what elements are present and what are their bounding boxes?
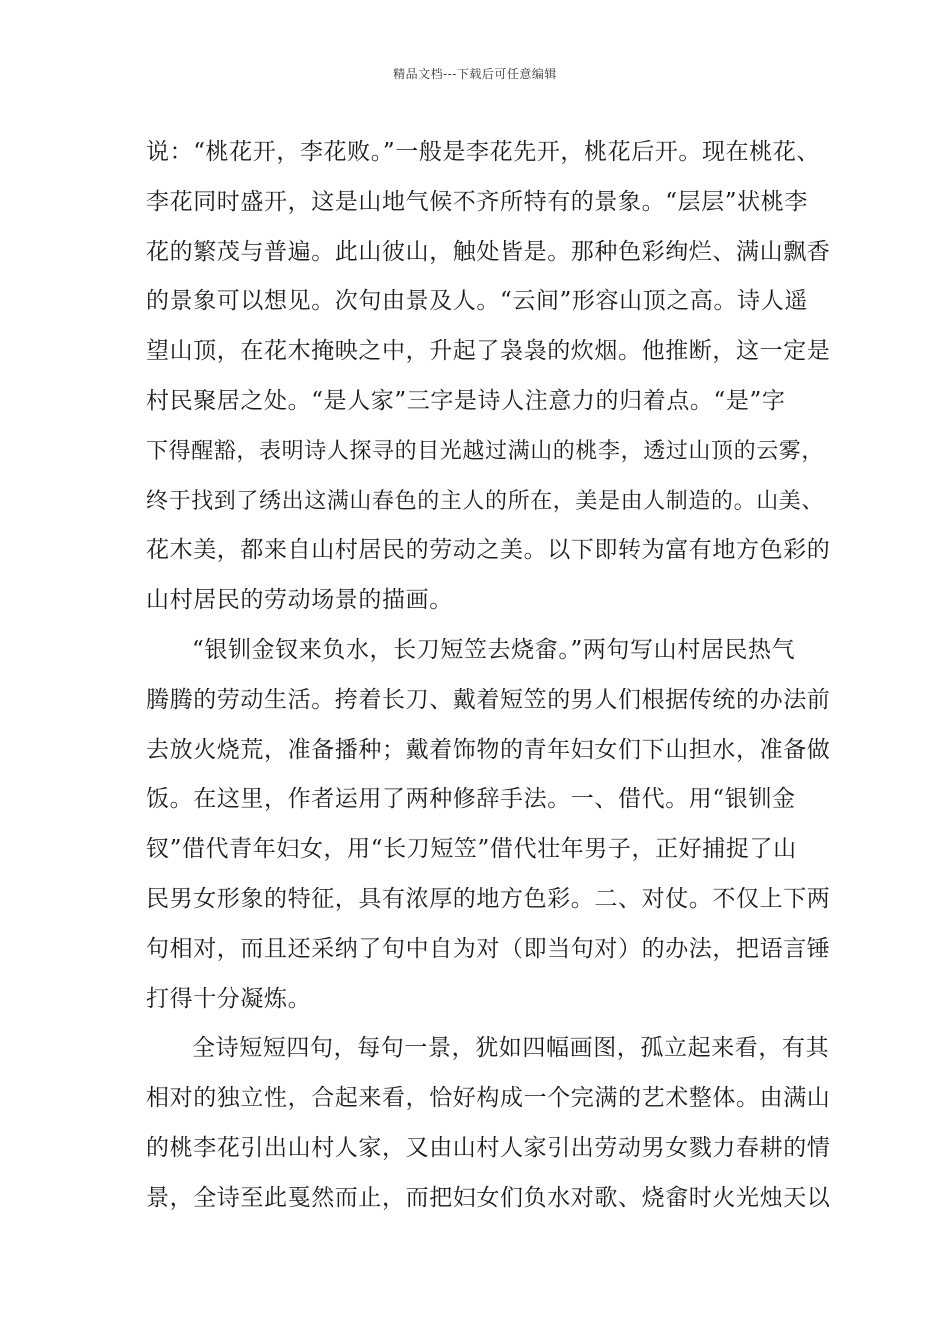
text-line: 景，全诗至此戛然而止，而把妇女们负水对歌、烧畲时火光烛天以: [146, 1184, 831, 1211]
text-line: 饭。在这里，作者运用了两种修辞手法。一、借代。用“银钏金: [146, 786, 796, 813]
text-line: 打得十分凝炼。: [146, 985, 312, 1012]
text-line: 句相对，而且还采纳了句中自为对（即当句对）的办法，把语言锤: [146, 935, 831, 962]
text-line: 全诗短短四句，每句一景，犹如四幅画图，孤立起来看，有其: [192, 1035, 830, 1062]
text-line: 的景象可以想见。次句由景及人。“云间”形容山顶之高。诗人遥: [146, 288, 808, 315]
text-line: 村民聚居之处。“是人家”三字是诗人注意力的归着点。“是”字: [146, 387, 786, 414]
text-line: 望山顶，在花木掩映之中，升起了袅袅的炊烟。他推断，这一定是: [146, 338, 831, 365]
text-line: 腾腾的劳动生活。挎着长刀、戴着短笠的男人们根据传统的办法前: [146, 686, 831, 713]
text-line: 下得醒豁，表明诗人探寻的目光越过满山的桃李，透过山顶的云雾，: [146, 438, 825, 464]
text-line: 去放火烧荒，准备播种；戴着饰物的青年妇女们下山担水，准备做: [146, 736, 831, 763]
text-line: “银钏金钗来负水，长刀短笠去烧畲。”两句写山村居民热气: [192, 636, 796, 663]
text-line: 山村居民的劳动场景的描画。: [146, 587, 453, 614]
text-line: 终于找到了绣出这满山春色的主人的所在，美是由人制造的。山美、: [146, 488, 825, 514]
text-line: 的桃李花引出山村人家，又由山村人家引出劳动男女戮力春耕的情: [146, 1134, 831, 1161]
page-header: 精品文档---下载后可任意编辑: [393, 67, 557, 81]
body-text: [146, 128, 836, 1224]
text-line: 相对的独立性，合起来看，恰好构成一个完满的艺术整体。由满山: [146, 1085, 831, 1112]
text-line: 花木美，都来自山村居民的劳动之美。以下即转为富有地方色彩的: [146, 537, 831, 564]
text-line: 说：“桃花开，李花败。”一般是李花先开，桃花后开。现在桃花、: [146, 139, 821, 165]
text-line: 钗”借代青年妇女，用“长刀短笠”借代壮年男子，正好捕捉了山: [146, 836, 797, 863]
text-line: 民男女形象的特征，具有浓厚的地方色彩。二、对仗。不仅上下两: [146, 885, 831, 912]
text-line: 花的繁茂与普遍。此山彼山，触处皆是。那种色彩绚烂、满山飘香: [146, 238, 831, 265]
text-line: 李花同时盛开，这是山地气候不齐所特有的景象。“层层”状桃李: [146, 188, 808, 215]
